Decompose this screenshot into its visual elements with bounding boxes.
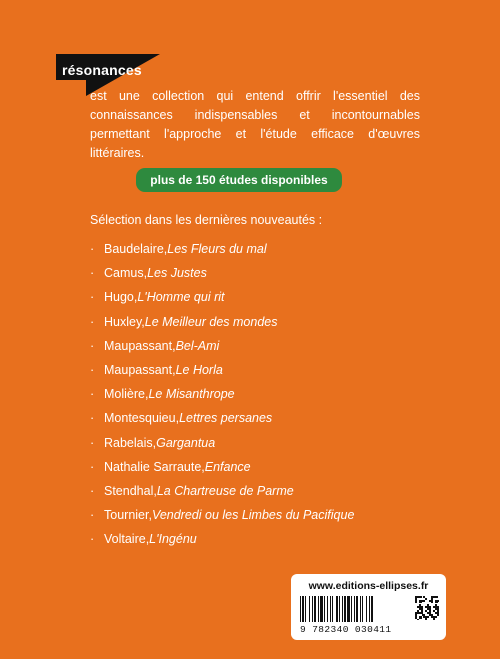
work-title: Les Fleurs du mal [167,242,267,257]
bullet-icon: · [90,435,95,450]
work-title: Les Justes [147,266,207,281]
work-title: Bel-Ami [175,338,220,353]
author-name: Maupassant, [104,363,176,378]
work-title: Le Meilleur des mondes [144,314,278,329]
author-name: Hugo, [104,290,138,305]
qr-code [415,596,439,620]
author-name: Rabelais, [104,435,157,450]
bullet-icon: · [90,411,95,426]
author-name: Huxley, [104,314,145,329]
bullet-icon: · [90,508,95,523]
bullet-icon: · [90,363,95,378]
list-item [90,382,354,406]
list-item [90,310,354,334]
work-title: Gargantua [156,435,216,450]
bullet-icon: · [90,459,95,474]
author-name: Baudelaire, [104,242,168,257]
bullet-icon: · [90,483,95,498]
barcode-panel [291,574,446,640]
collection-name: résonances [62,62,142,78]
list-item [90,455,354,479]
bullet-icon: · [90,338,95,353]
list-item [90,503,354,527]
author-name: Voltaire, [104,532,150,547]
list-item [90,285,354,309]
work-title: Enfance [204,459,251,474]
author-name: Tournier, [104,508,152,523]
work-title: L'Homme qui rit [137,290,225,305]
list-item [90,406,354,430]
bullet-icon: · [90,266,95,281]
list-item [90,237,354,261]
work-title: Vendredi ou les Limbes du Pacifique [151,508,355,523]
barcode [300,596,408,622]
author-name: Maupassant, [104,338,176,353]
list-item [90,431,354,455]
bullet-icon: · [90,314,95,329]
selection-list [90,237,354,551]
list-item [90,261,354,285]
work-title: Le Horla [175,363,223,378]
author-name: Montesquieu, [104,411,180,426]
selection-heading: Sélection dans les dernières nouveautés : [90,213,323,227]
bullet-icon: · [90,242,95,257]
work-title: Lettres persanes [179,411,273,426]
author-name: Stendhal, [104,483,157,498]
author-name: Camus, [104,266,148,281]
list-item [90,527,354,551]
list-item [90,334,354,358]
work-title: L'Ingénu [149,532,197,547]
work-title: Le Misanthrope [148,387,235,402]
list-item [90,358,354,382]
list-item [90,479,354,503]
collection-description: est une collection qui entend offrir l'essentiel des connaissances indispensables et incontournables permettant l'approche et l'étude efficace d'œuvres littéraires. [90,89,420,160]
bullet-icon: · [90,290,95,305]
bullet-icon: · [90,532,95,547]
studies-count-badge: plus de 150 études disponibles [136,168,342,192]
publisher-url: www.editions-ellipses.fr [308,580,429,592]
isbn-number: 9 782340 030411 [300,624,392,635]
bullet-icon: · [90,387,95,402]
work-title: La Chartreuse de Parme [156,483,294,498]
author-name: Nathalie Sarraute, [104,459,205,474]
author-name: Molière, [104,387,149,402]
